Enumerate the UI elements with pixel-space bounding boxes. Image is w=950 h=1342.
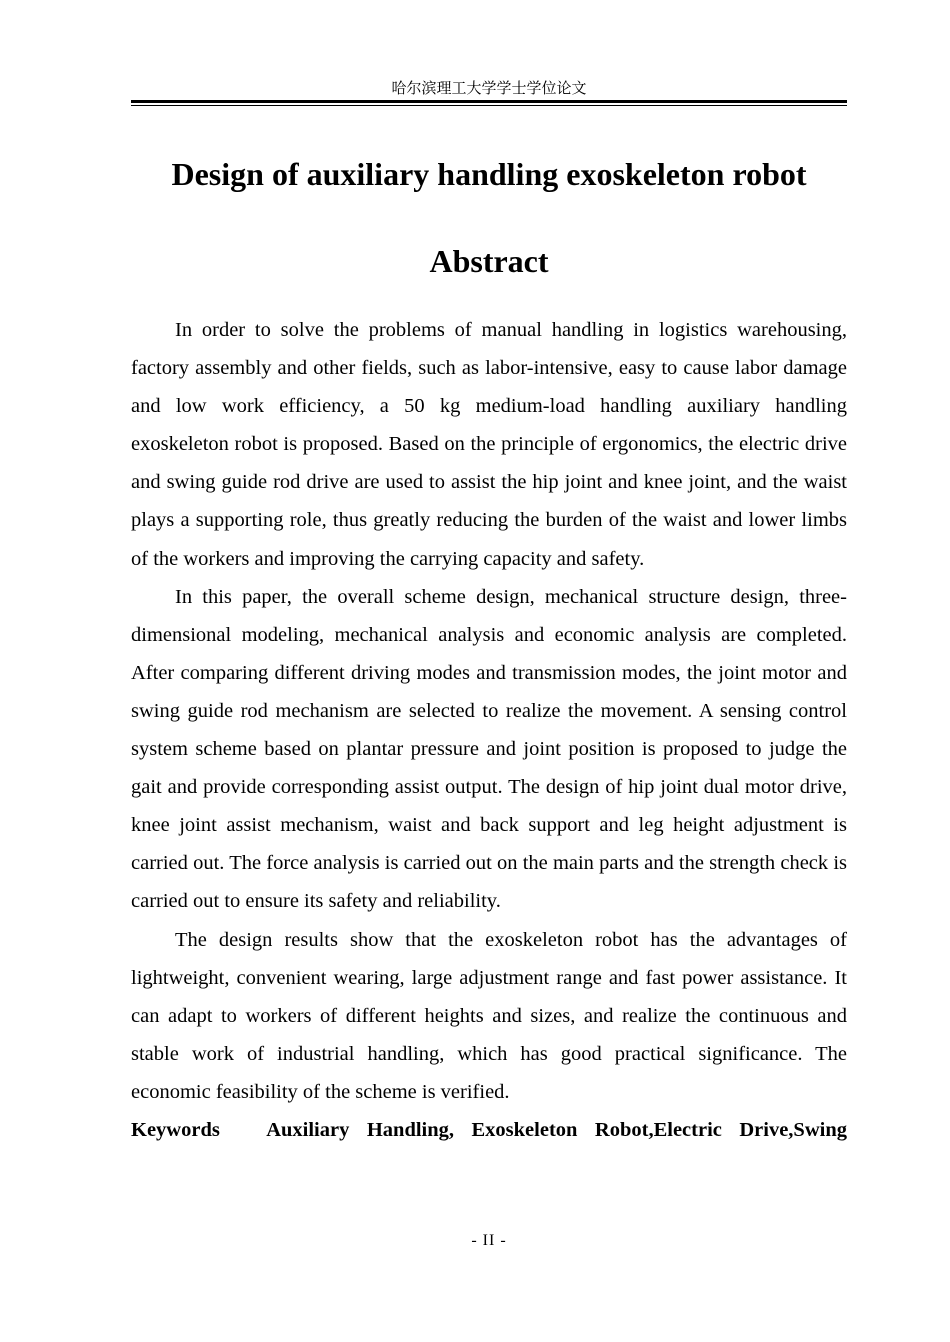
keywords-label: Keywords <box>131 1118 220 1141</box>
abstract-heading: Abstract <box>429 243 549 279</box>
header-rule-thin <box>131 105 847 106</box>
keywords-line <box>131 1111 847 1149</box>
document-title: Design of auxiliary handling exoskeleton robot <box>171 156 807 192</box>
page-number: - II - <box>471 1232 507 1249</box>
abstract-paragraph-2: In this paper, the overall scheme design, mechanical structure design, three-dimensional modeling, mechanical analysis and economic analysis are completed. After comparing different driving modes and transmission modes, the joint motor and swing guide rod mechanism are selected to realize the movement. A sensing control system scheme based on plantar pressure and joint position is proposed to judge the gait and provide corresponding assist output. The design of hip joint dual motor drive, knee joint assist mechanism, waist and back support and leg height adjustment is carried out. The force analysis is carried out on the main parts and the strength check is carried out to ensure its safety and reliability. <box>131 585 847 913</box>
abstract-paragraph-3: The design results show that the exoskeleton robot has the advantages of lightweight, convenient wearing, large adjustment range and fast power assistance. It can adapt to workers of different heights and sizes, and realize the continuous and stable work of industrial handling, which has good practical significance. The economic feasibility of the scheme is verified. <box>131 928 847 1103</box>
keywords-text: Auxiliary Handling, Exoskeleton Robot,Electric Drive,Swing <box>266 1118 847 1141</box>
running-header: 哈尔滨理工大学学士学位论文 <box>391 79 587 97</box>
abstract-paragraph-1: In order to solve the problems of manual handling in logistics warehousing, factory assembly and other fields, such as labor-intensive, easy to cause labor damage and low work efficiency, a 50 kg medium-load handling auxiliary handling exoskeleton robot is proposed. Based on the principle of ergonomics, the electric drive and swing guide rod drive are used to assist the hip joint and knee joint, and the waist plays a supporting role, thus greatly reducing the burden of the waist and lower limbs of the workers and improving the carrying capacity and safety. <box>131 319 847 570</box>
header-rule-thick <box>131 100 847 103</box>
abstract-body <box>131 311 847 1149</box>
